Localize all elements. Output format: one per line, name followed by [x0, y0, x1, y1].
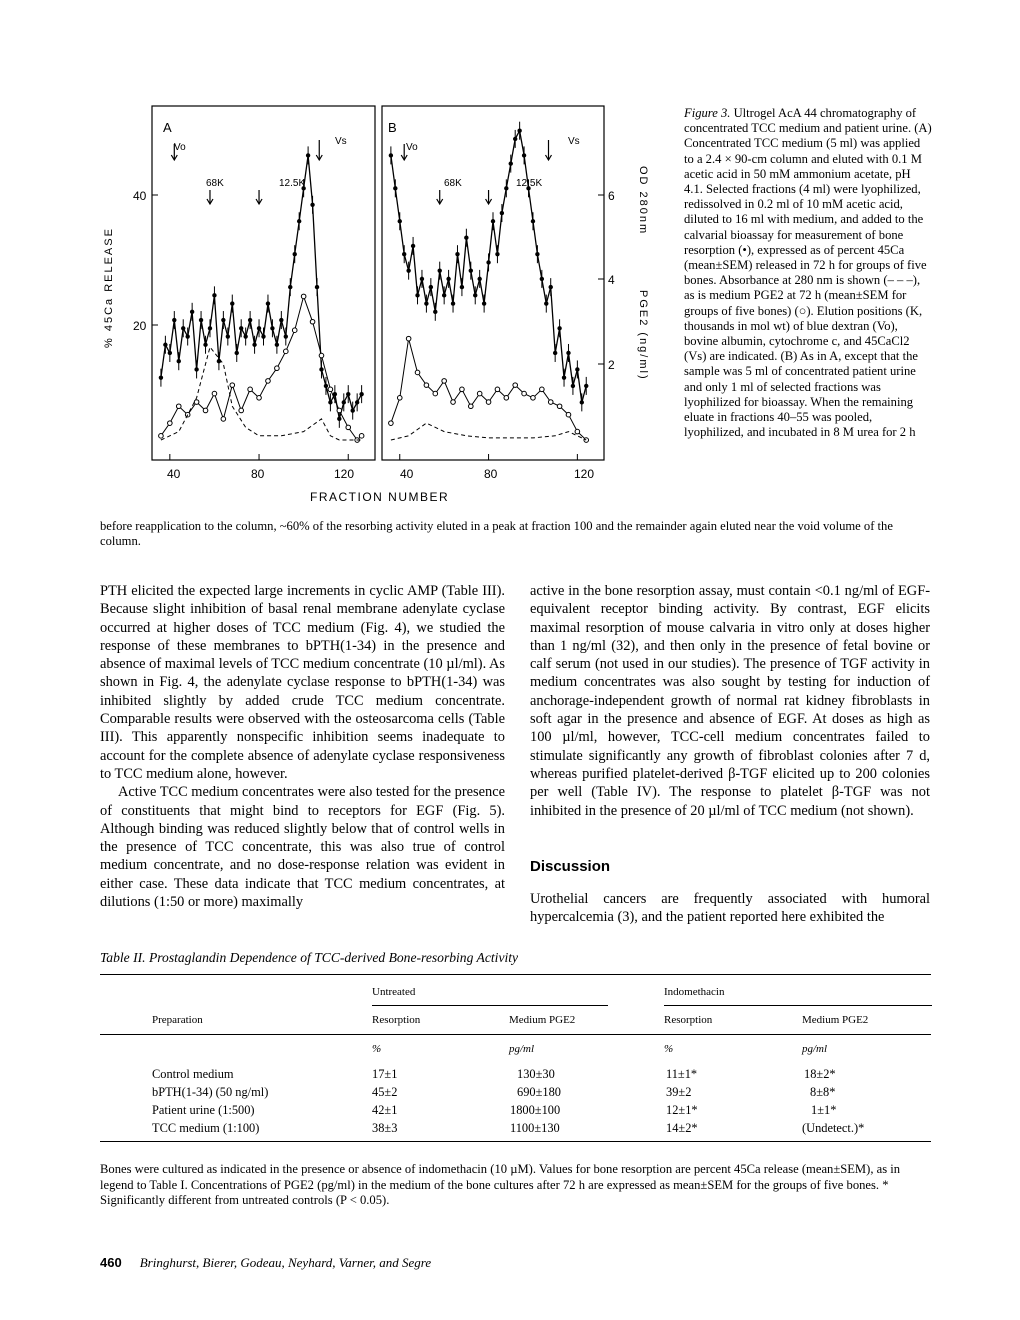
resorption-point — [257, 326, 261, 330]
resorption-line — [161, 155, 362, 418]
resorption-point — [415, 293, 419, 297]
x-tick-b-40: 40 — [400, 467, 414, 481]
pge-point — [337, 408, 342, 413]
resorption-point — [495, 252, 499, 256]
pge-point — [433, 391, 438, 396]
resorption-point — [469, 268, 473, 272]
table-unit-pct-indomethacin: % — [664, 1043, 674, 1055]
pge-point — [451, 400, 456, 405]
pge-point — [575, 429, 580, 434]
figure-axes — [152, 106, 604, 460]
resorption-point — [491, 219, 495, 223]
table-cell-pge-untreated: 1100±130 — [510, 1121, 560, 1135]
resorption-point — [477, 277, 481, 281]
resorption-point — [460, 285, 464, 289]
resorption-point — [531, 219, 535, 223]
pge-point — [239, 408, 244, 413]
table-unit-pg-untreated: pg/ml — [509, 1043, 535, 1055]
pge-point — [460, 387, 465, 392]
vs-label-b: Vs — [568, 136, 580, 147]
table-cell-pge-indomethacin: 8±8* — [810, 1085, 836, 1099]
resorption-point — [433, 310, 437, 314]
table-cell-resorption-untreated: 17±1 — [372, 1067, 398, 1081]
resorption-point — [315, 285, 319, 289]
table-col-pge-indomethacin: Medium PGE2 — [802, 1014, 869, 1026]
resorption-point — [509, 161, 513, 165]
table-cell-preparation: Patient urine (1:500) — [152, 1103, 255, 1117]
table-cell-resorption-indomethacin: 12±1* — [666, 1103, 698, 1117]
resorption-point — [438, 268, 442, 272]
table-col-resorption-untreated: Resorption — [372, 1014, 421, 1026]
table-cell-pge-untreated: 1800±100 — [510, 1103, 561, 1117]
pge-point — [292, 328, 297, 333]
table-group-rule-untreated — [372, 1005, 608, 1006]
resorption-point — [411, 244, 415, 248]
resorption-point — [324, 384, 328, 388]
footer-authors: Bringhurst, Bierer, Godeau, Neyhard, Varner, and Segre — [139, 1255, 432, 1270]
table-unit-pct-untreated: % — [372, 1043, 382, 1055]
resorption-point — [342, 400, 346, 404]
pge-point — [359, 434, 364, 439]
resorption-point — [261, 334, 265, 338]
resorption-point — [199, 318, 203, 322]
y-tick-left-40: 40 — [133, 189, 147, 203]
body-right-paragraph-2: Urothelial cancers are frequently associated with humoral hypercalcemia (3), and the patient reported here exhibited the — [530, 891, 930, 926]
figure-caption-text: Ultrogel AcA 44 chromatography of concentrated TCC medium and patient urine. (A) Concentrated TCC medium (5 ml) was applied to a 2.4 × 90-cm column and eluted with 0.1 M acetic acid in 50 mM ammonium acetate, pH 4.1. Selected fractions (4 ml) were lyophilized, redissolved in 0.2 ml of 10 mM acetic acid, diluted to 16 ml with medium, and added to the calvarial bioassay for measurement of bone resorption (•), expressed as of percent 45Ca (mean±SEM) released in 72 h for groups of five bones. Absorbance at 280 nm is shown (– – –), as is medium PGE2 at 72 h (mean±SEM for groups of five bones) (○). Elution positions (K, thousands in mol wt) of blue dextran (Vo), bovine albumin, cytochrome c, and 45CaCl2 (Vs) are indicated. (B) As in A, except that the sample was 5 ml of concentrated patient urine and only 1 ml of selected fractions was lyophilized for bioassay. When the remaining eluate in fractions 40–55 was pooled, lyophilized, and incubated in 8 M urea for 2 h — [684, 106, 932, 440]
y-axis-label-left: % 45Ca RELEASE — [103, 227, 115, 348]
resorption-point — [310, 203, 314, 207]
pge-point — [522, 391, 527, 396]
vo-label-a: Vo — [174, 142, 186, 153]
marker-125k-b: 12.5K — [516, 178, 543, 189]
pge-point — [566, 412, 571, 417]
body-right-column — [530, 582, 930, 820]
resorption-point — [504, 186, 508, 190]
resorption-point — [402, 252, 406, 256]
page-number: 460 — [100, 1255, 122, 1270]
resorption-point — [584, 384, 588, 388]
resorption-point — [243, 334, 247, 338]
resorption-point — [212, 293, 216, 297]
resorption-point — [270, 326, 274, 330]
resorption-point — [406, 268, 410, 272]
panel-b-frame — [382, 106, 604, 460]
resorption-point — [172, 318, 176, 322]
table-group-indomethacin: Indomethacin — [664, 986, 725, 998]
resorption-point — [181, 326, 185, 330]
resorption-point — [266, 301, 270, 305]
resorption-point — [279, 318, 283, 322]
table-col-preparation: Preparation — [152, 1014, 203, 1026]
marker-125k-a: 12.5K — [279, 178, 306, 189]
table-cell-pge-untreated: 690±180 — [517, 1085, 561, 1099]
pge-point — [584, 438, 589, 443]
resorption-point — [500, 211, 504, 215]
pge-point — [176, 404, 181, 409]
resorption-point — [203, 343, 207, 347]
y-axis-label-pge: PGE2 (ng/ml) — [637, 290, 649, 381]
pge-point — [540, 387, 545, 392]
pge-point — [194, 400, 199, 405]
table-cell-pge-indomethacin: 1±1* — [811, 1103, 837, 1117]
pge-point — [248, 387, 253, 392]
pge-point — [504, 396, 509, 401]
pge-point — [230, 383, 235, 388]
table-cell-resorption-indomethacin: 11±1* — [666, 1067, 698, 1081]
table-cell-pge-indomethacin: 18±2* — [804, 1067, 836, 1081]
resorption-point — [239, 326, 243, 330]
x-tick-b-80: 80 — [484, 467, 498, 481]
resorption-point — [319, 367, 323, 371]
body-left-paragraph-2: Active TCC medium concentrates were also tested for the presence of constituents that might bind to receptors for EGF (Fig. 5). Although binding was reduced slightly below that of control wells in the presence of TCC concentrate, this was also true of control medium concentrate, and no dose-response relation was evident in either case. These data indicate that TCC medium concentrates, at dilutions (1:50 or more) maximally — [100, 784, 505, 911]
y-axis-label-od: OD 280nm — [637, 166, 649, 236]
table-header-rule — [100, 1034, 931, 1035]
table-cell-resorption-untreated: 45±2 — [372, 1085, 398, 1099]
pge-point — [397, 396, 402, 401]
resorption-point — [571, 384, 575, 388]
resorption-point — [190, 310, 194, 314]
resorption-point — [252, 343, 256, 347]
pge-point — [424, 383, 429, 388]
pge-point — [486, 400, 491, 405]
pge-point — [415, 370, 420, 375]
resorption-point — [553, 351, 557, 355]
pge-point — [266, 379, 271, 384]
panel-a-frame — [152, 106, 375, 460]
resorption-point — [168, 351, 172, 355]
pge-point — [495, 387, 500, 392]
resorption-point — [455, 252, 459, 256]
resorption-point — [544, 301, 548, 305]
resorption-point — [522, 153, 526, 157]
pge-point — [346, 425, 351, 430]
pge-point — [301, 294, 306, 299]
resorption-point — [549, 285, 553, 289]
pge-point — [221, 417, 226, 422]
resorption-point — [580, 400, 584, 404]
pge-point — [513, 383, 518, 388]
x-tick-a-80: 80 — [251, 467, 265, 481]
x-tick-a-40: 40 — [167, 467, 181, 481]
resorption-point — [177, 359, 181, 363]
pge-point — [548, 400, 553, 405]
pge-point — [168, 421, 173, 426]
resorption-point — [566, 351, 570, 355]
resorption-point — [208, 326, 212, 330]
table-col-resorption-indomethacin: Resorption — [664, 1014, 713, 1026]
resorption-point — [235, 351, 239, 355]
y-tick-right-2: 2 — [608, 358, 615, 372]
table-footnote: Bones were cultured as indicated in the presence or absence of indomethacin (10 µM). Values for bone resorption are percent 45Ca release (mean±SEM), as in legend to Table I. Concentrations of PGE2 (pg/ml) in the medium of the bone cultures after 72 h are expressed as mean±SEM for the groups of five bones. * Significantly different from untreated controls (P < 0.05). — [100, 1162, 901, 1208]
table-cell-preparation: TCC medium (1:100) — [152, 1121, 260, 1135]
pge-point — [406, 336, 411, 341]
table-cell-resorption-indomethacin: 39±2 — [666, 1085, 692, 1099]
resorption-point — [540, 277, 544, 281]
table-cell-resorption-untreated: 42±1 — [372, 1103, 398, 1117]
resorption-point — [346, 392, 350, 396]
resorption-point — [185, 334, 189, 338]
plot-area — [152, 122, 604, 460]
pge-point — [203, 408, 208, 413]
pge-point — [284, 349, 289, 354]
pge-point — [275, 366, 280, 371]
resorption-point — [557, 326, 561, 330]
table-group-rule-indomethacin — [664, 1005, 932, 1006]
body-left-paragraph-1: PTH elicited the expected large increments in cyclic AMP (Table III). Because slight inhibition of basal renal membrane adenylate cyclase occurred at higher doses of TCC medium (Fig. 4), we studied the response of these membranes to bPTH(1-34) in the presence and absence of maximal levels of TCC medium concentrate (10 µl/ml). As shown in Fig. 4, the adenylate cyclase response to bPTH(1-34) was inhibited slightly by added crude TCC medium concentrate. Comparable results were observed with the osteosarcoma cells (Table III). This apparently nonspecific inhibition seems inadequate to account for the complete absence of adenylate cyclase responsiveness to TCC medium alone, however. — [100, 583, 505, 782]
resorption-point — [284, 334, 288, 338]
marker-68k-a: 68K — [206, 178, 224, 189]
resorption-point — [194, 367, 198, 371]
resorption-point — [163, 343, 167, 347]
y-tick-left-20: 20 — [133, 319, 147, 333]
body-right-paragraph-2-wrap — [530, 890, 930, 927]
pge-point — [557, 404, 562, 409]
resorption-point — [486, 260, 490, 264]
resorption-point — [398, 219, 402, 223]
vs-label-a: Vs — [335, 136, 347, 147]
table-col-pge-untreated: Medium PGE2 — [509, 1014, 576, 1026]
table-bottom-rule — [100, 1141, 931, 1142]
pge-point — [319, 353, 324, 358]
resorption-point — [424, 301, 428, 305]
pge-point — [159, 434, 164, 439]
table-cell-preparation: Control medium — [152, 1067, 234, 1081]
pge-point — [310, 319, 315, 324]
x-axis-label: FRACTION NUMBER — [310, 490, 450, 504]
resorption-point — [159, 375, 163, 379]
page-footer — [100, 1255, 431, 1271]
resorption-point — [429, 285, 433, 289]
resorption-point — [221, 318, 225, 322]
figure-caption — [684, 106, 932, 440]
pge-point — [442, 379, 447, 384]
pge-point — [212, 391, 217, 396]
panel-a-label: A — [163, 120, 172, 135]
body-left-column — [100, 582, 505, 911]
table-cell-resorption-untreated: 38±3 — [372, 1121, 398, 1135]
resorption-point — [482, 301, 486, 305]
x-tick-b-120: 120 — [574, 467, 595, 481]
pge-point — [257, 396, 262, 401]
resorption-point — [275, 343, 279, 347]
resorption-point — [446, 277, 450, 281]
table-cell-pge-untreated: 130±30 — [517, 1067, 555, 1081]
resorption-point — [393, 186, 397, 190]
figure-labels — [103, 120, 649, 504]
figure-caption-lead: Figure 3. — [684, 106, 731, 120]
pge-point — [469, 404, 474, 409]
resorption-point — [575, 367, 579, 371]
resorption-point — [473, 293, 477, 297]
table-cell-preparation: bPTH(1-34) (50 ng/ml) — [152, 1085, 269, 1099]
table-group-untreated: Untreated — [372, 986, 416, 998]
absorbance-line — [391, 423, 586, 440]
discussion-heading: Discussion — [530, 858, 611, 875]
resorption-point — [248, 318, 252, 322]
table-cell-resorption-indomethacin: 14±2* — [666, 1121, 698, 1135]
resorption-point — [517, 128, 521, 132]
table-unit-pg-indomethacin: pg/ml — [802, 1043, 828, 1055]
resorption-point — [451, 301, 455, 305]
figure-caption-continuation: before reapplication to the column, ~60% of the resorbing activity eluted in a peak at fraction 100 and the remainder again eluted near the void volume of the column. — [100, 519, 893, 549]
resorption-point — [562, 375, 566, 379]
resorption-point — [351, 408, 355, 412]
resorption-point — [288, 285, 292, 289]
table-cell-pge-indomethacin: (Undetect.)* — [802, 1121, 865, 1135]
pge-point — [477, 391, 482, 396]
resorption-point — [230, 301, 234, 305]
resorption-point — [535, 252, 539, 256]
resorption-point — [337, 417, 341, 421]
pge-point — [328, 387, 333, 392]
x-tick-a-120: 120 — [334, 467, 355, 481]
pge-point — [389, 421, 394, 426]
resorption-point — [355, 400, 359, 404]
table-title: Table II. Prostaglandin Dependence of TCC-derived Bone-resorbing Activity — [100, 950, 519, 965]
resorption-point — [359, 392, 363, 396]
resorption-point — [297, 219, 301, 223]
pge-point — [531, 396, 536, 401]
marker-68k-b: 68K — [444, 178, 462, 189]
resorption-point — [389, 153, 393, 157]
resorption-point — [328, 400, 332, 404]
table-top-rule — [100, 974, 931, 975]
y-tick-right-6: 6 — [608, 189, 615, 203]
resorption-point — [420, 277, 424, 281]
resorption-point — [464, 236, 468, 240]
y-tick-right-4: 4 — [608, 273, 615, 287]
resorption-point — [226, 334, 230, 338]
body-right-paragraph-1: active in the bone resorption assay, must contain <0.1 ng/ml of EGF-equivalent receptor binding activity. By contrast, EGF elicits maximal resorption of mouse calvaria in vitro only at doses higher than 1 ng/ml (32), and then only in the presence of fetal bovine or calf serum (not used in our studies). The presence of TGF activity in medium concentrates was also sought by testing for induction of anchorage-independent growth of normal rat kidney fibroblasts in soft agar in the presence and absence of EGF. At doses as high as 100 µl/ml, however, TCC-cell medium concentrates failed to stimulate significantly any growth of fibroblast colonies after 7 d, whereas purified platelet-derived β-TGF elicited up to 200 colonies per well (Table IV). The response to platelet β-TGF was not inhibited in the presence of 20 µl/ml of TCC medium (not shown). — [530, 583, 930, 819]
resorption-point — [442, 293, 446, 297]
vo-label-b: Vo — [406, 142, 418, 153]
resorption-point — [306, 153, 310, 157]
resorption-point — [293, 252, 297, 256]
panel-b-label: B — [388, 120, 397, 135]
resorption-point — [513, 137, 517, 141]
